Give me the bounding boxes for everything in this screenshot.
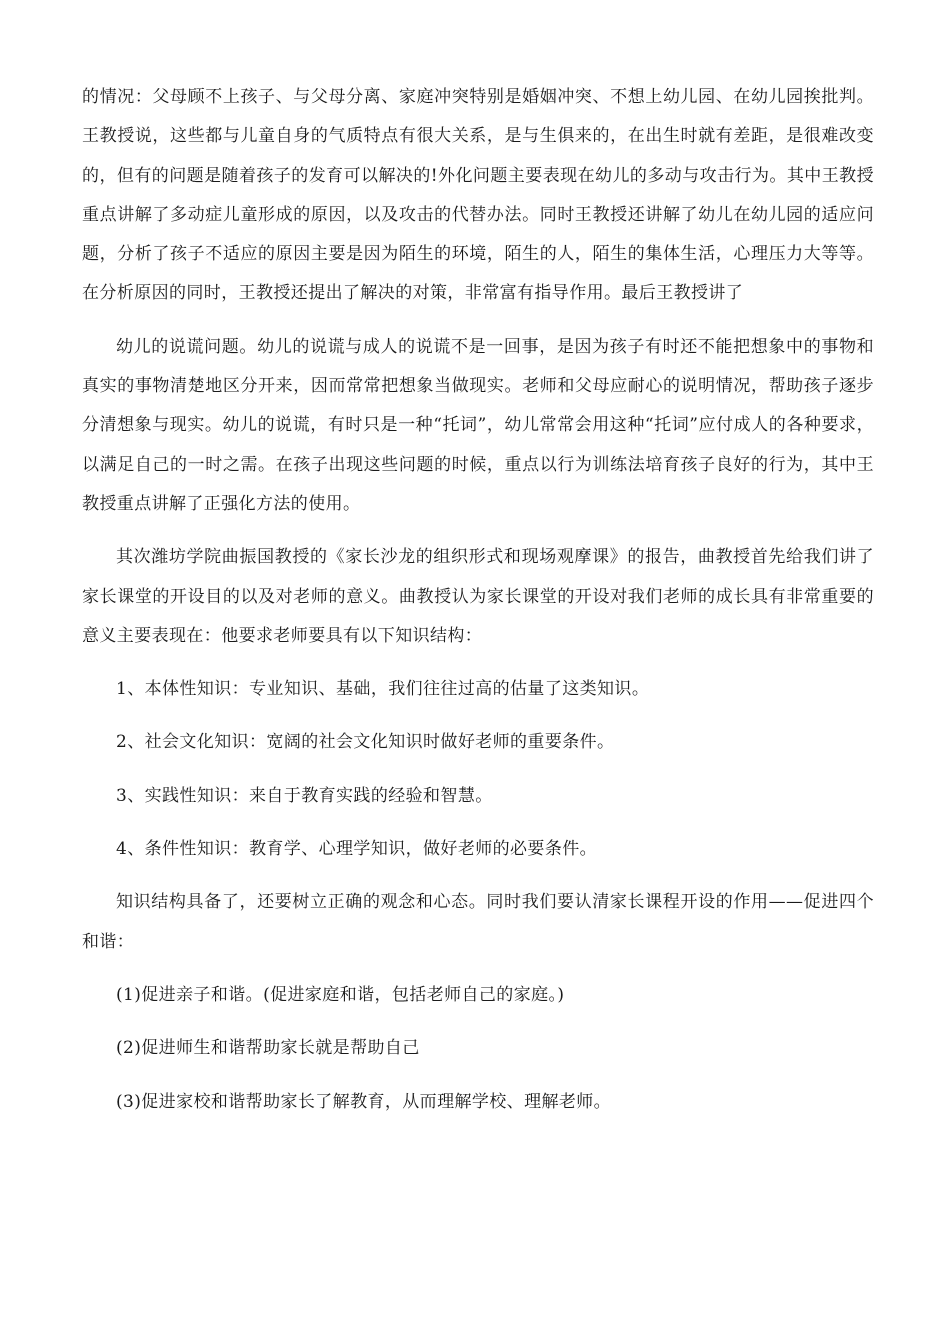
paragraph-four-harmonies: 知识结构具备了，还要树立正确的观念和心态。同时我们要认清家长课程开设的作用——促进四个和谐： (82, 892, 874, 952)
list-item-harmony-3: (3)促进家校和谐帮助家长了解教育，从而理解学校、理解老师。 (116, 1091, 612, 1112)
paragraph-lying-problem: 幼儿的说谎问题。幼儿的说谎与成人的说谎不是一回事，是因为孩子有时还不能把想象中的事物和真实的事物清楚地区分开来，因而常常把想象当做现实。老师和父母应耐心的说明情况，帮助孩子逐步分清想象与现实。幼儿的说谎，有时只是一种“托词”，幼儿常常会用这种“托词”应付成人的各种要求，以满足自己的一时之需。在孩子出现这些问题的时候，重点以行为训练法培育孩子良好的行为，其中王教授重点讲解了正强化方法的使用。 (82, 336, 874, 514)
list-item-knowledge-3: 3、实践性知识：来自于教育实践的经验和智慧。 (116, 785, 493, 806)
list-item-knowledge-2: 2、社会文化知识：宽阔的社会文化知识时做好老师的重要条件。 (116, 732, 615, 753)
document-body (82, 78, 874, 1122)
paragraph-continuation: 的情况：父母顾不上孩子、与父母分离、家庭冲突特别是婚姻冲突、不想上幼儿园、在幼儿园挨批判。王教授说，这些都与儿童自身的气质特点有很大关系，是与生俱来的，在出生时就有差距，是很难改变的，但有的问题是随着孩子的发育可以解决的!外化问题主要表现在幼儿的多动与攻击行为。其中王教授重点讲解了多动症儿童形成的原因，以及攻击的代替办法。同时王教授还讲解了幼儿在幼儿园的适应问题，分析了孩子不适应的原因主要是因为陌生的环境，陌生的人，陌生的集体生活，心理压力大等等。在分析原因的同时，王教授还提出了解决的对策，非常富有指导作用。最后王教授讲了 (82, 87, 874, 304)
list-item-knowledge-4: 4、条件性知识：教育学、心理学知识，做好老师的必要条件。 (116, 839, 598, 860)
list-item-harmony-1: (1)促进亲子和谐。(促进家庭和谐，包括老师自己的家庭。) (116, 984, 565, 1005)
list-item-harmony-2: (2)促进师生和谐帮助家长就是帮助自己 (116, 1038, 420, 1059)
list-item-knowledge-1: 1、本体性知识：专业知识、基础，我们往往过高的估量了这类知识。 (116, 679, 650, 700)
paragraph-qu-report: 其次潍坊学院曲振国教授的《家长沙龙的组织形式和现场观摩课》的报告，曲教授首先给我们讲了家长课堂的开设目的以及对老师的意义。曲教授认为家长课堂的开设对我们老师的成长具有非常重要的意义主要表现在：他要求老师要具有以下知识结构： (82, 547, 874, 646)
